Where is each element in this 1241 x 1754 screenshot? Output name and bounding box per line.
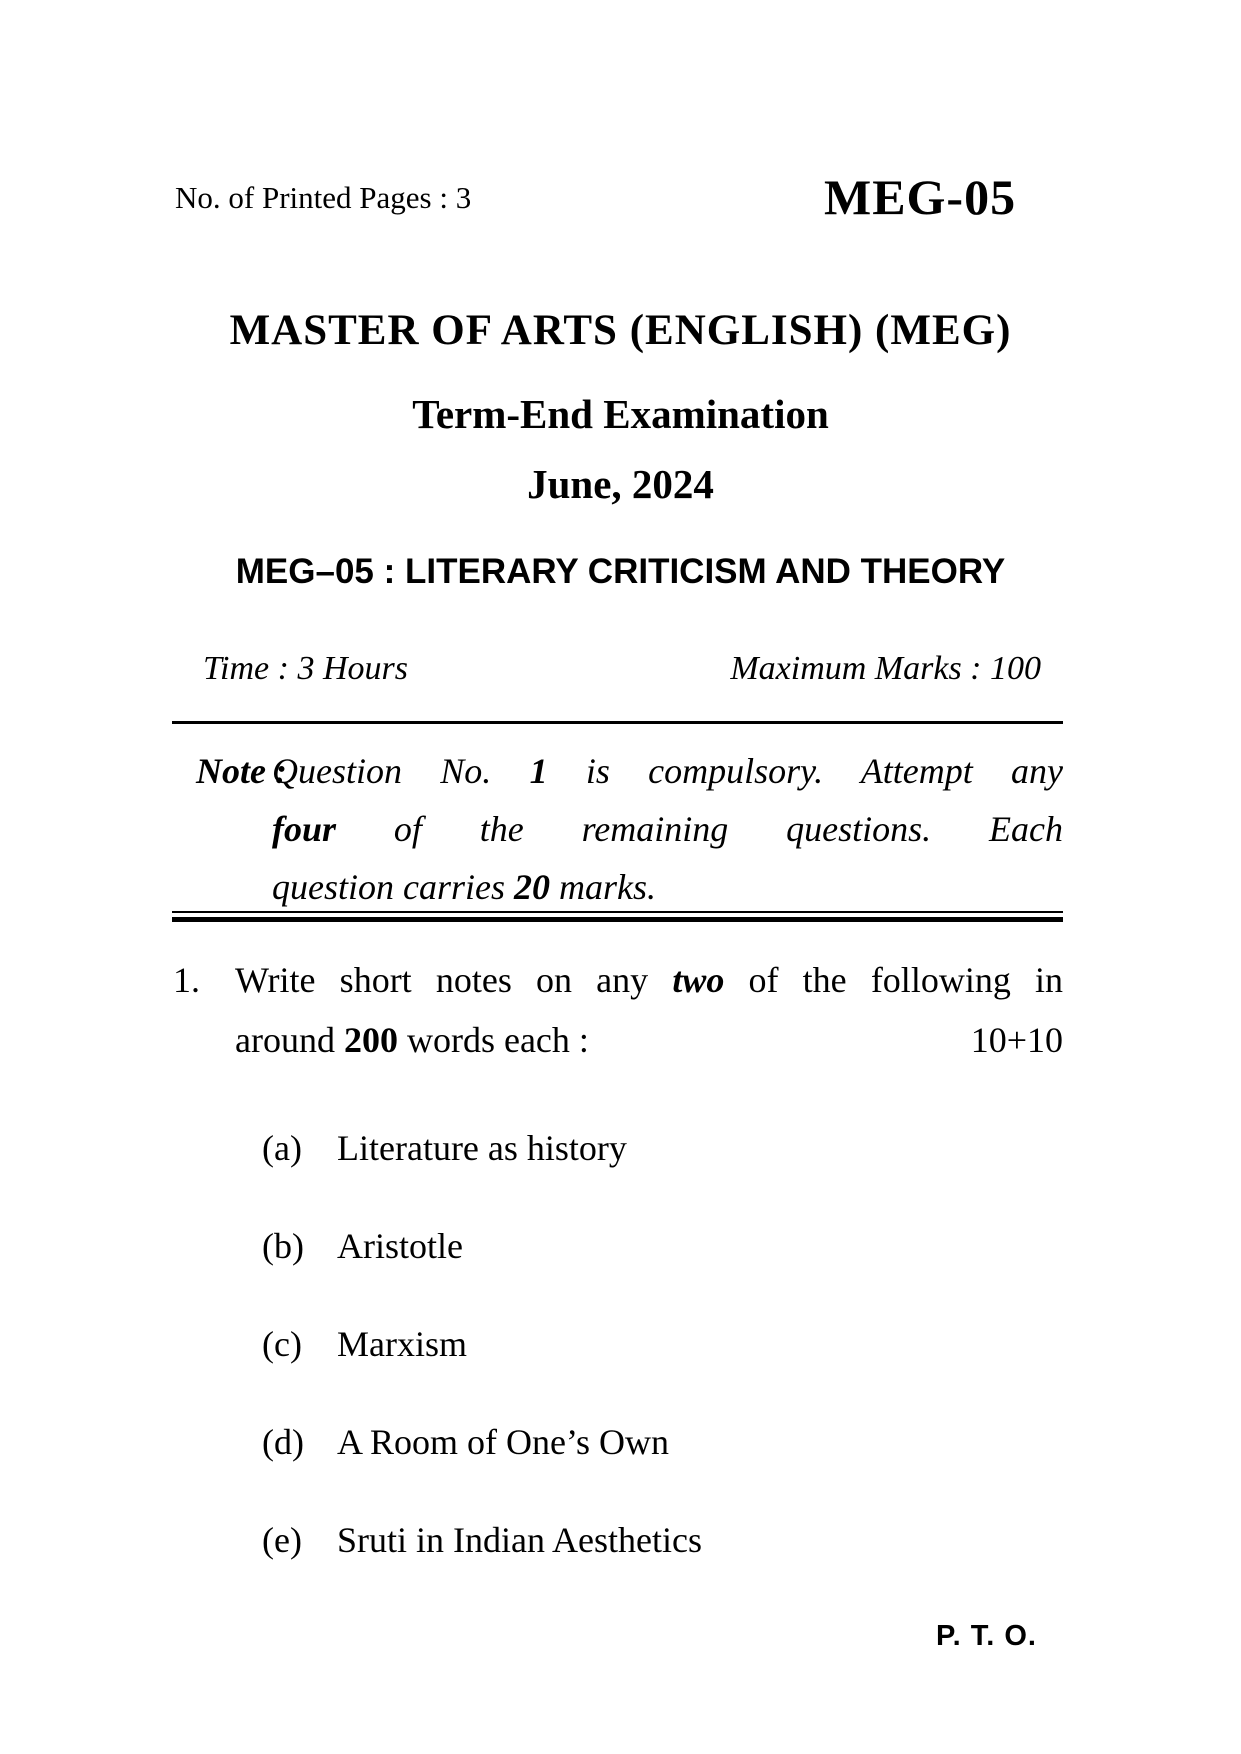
exam-title: MASTER OF ARTS (ENGLISH) (MEG) [229, 307, 1012, 354]
subquestion-list [173, 1124, 1063, 1614]
course-heading: MEG–05 : LITERARY CRITICISM AND THEORY [235, 552, 1006, 591]
question-text-row [173, 1010, 1063, 1070]
item-label: (b) [262, 1226, 304, 1266]
max-marks-label: Maximum Marks : 100 [730, 650, 1041, 687]
time-marks-row [203, 650, 1041, 688]
time-label: Time : 3 Hours [203, 650, 408, 687]
list-item [173, 1418, 1063, 1516]
note-line: Question No. 1 is compulsory. Attempt any [272, 751, 1063, 791]
question-marks: 10+10 [970, 1020, 1063, 1060]
item-label: (e) [262, 1520, 302, 1560]
note-line: question carries 20 marks. [272, 867, 656, 907]
note-label: Note : [196, 751, 287, 791]
item-text: Aristotle [337, 1226, 463, 1266]
printed-pages-label: No. of Printed Pages : 3 [175, 180, 472, 215]
item-label: (d) [262, 1422, 304, 1462]
exam-subtitle: Term-End Examination [412, 391, 829, 437]
list-item [173, 1320, 1063, 1418]
list-item [173, 1516, 1063, 1614]
question-number: 1. [173, 960, 200, 1000]
question-text-line: Write short notes on any two of the following in [235, 960, 1063, 1000]
note-line: four of the remaining questions. Each [272, 809, 1063, 849]
question-1 [173, 950, 1063, 1070]
item-text: Sruti in Indian Aesthetics [337, 1520, 702, 1560]
list-item [173, 1222, 1063, 1320]
pto-label: P. T. O. [936, 1620, 1037, 1652]
double-divider-line [172, 911, 1063, 922]
question-text-line: around 200 words each : [235, 1020, 589, 1060]
item-label: (a) [262, 1128, 302, 1168]
note-block [196, 742, 1063, 916]
item-text: Marxism [337, 1324, 467, 1364]
paper-code: MEG-05 [824, 169, 1017, 225]
item-label: (c) [262, 1324, 302, 1364]
list-item [173, 1124, 1063, 1222]
item-text: A Room of One’s Own [337, 1422, 669, 1462]
exam-session: June, 2024 [527, 461, 714, 507]
item-text: Literature as history [337, 1128, 627, 1168]
divider-line [172, 721, 1063, 724]
